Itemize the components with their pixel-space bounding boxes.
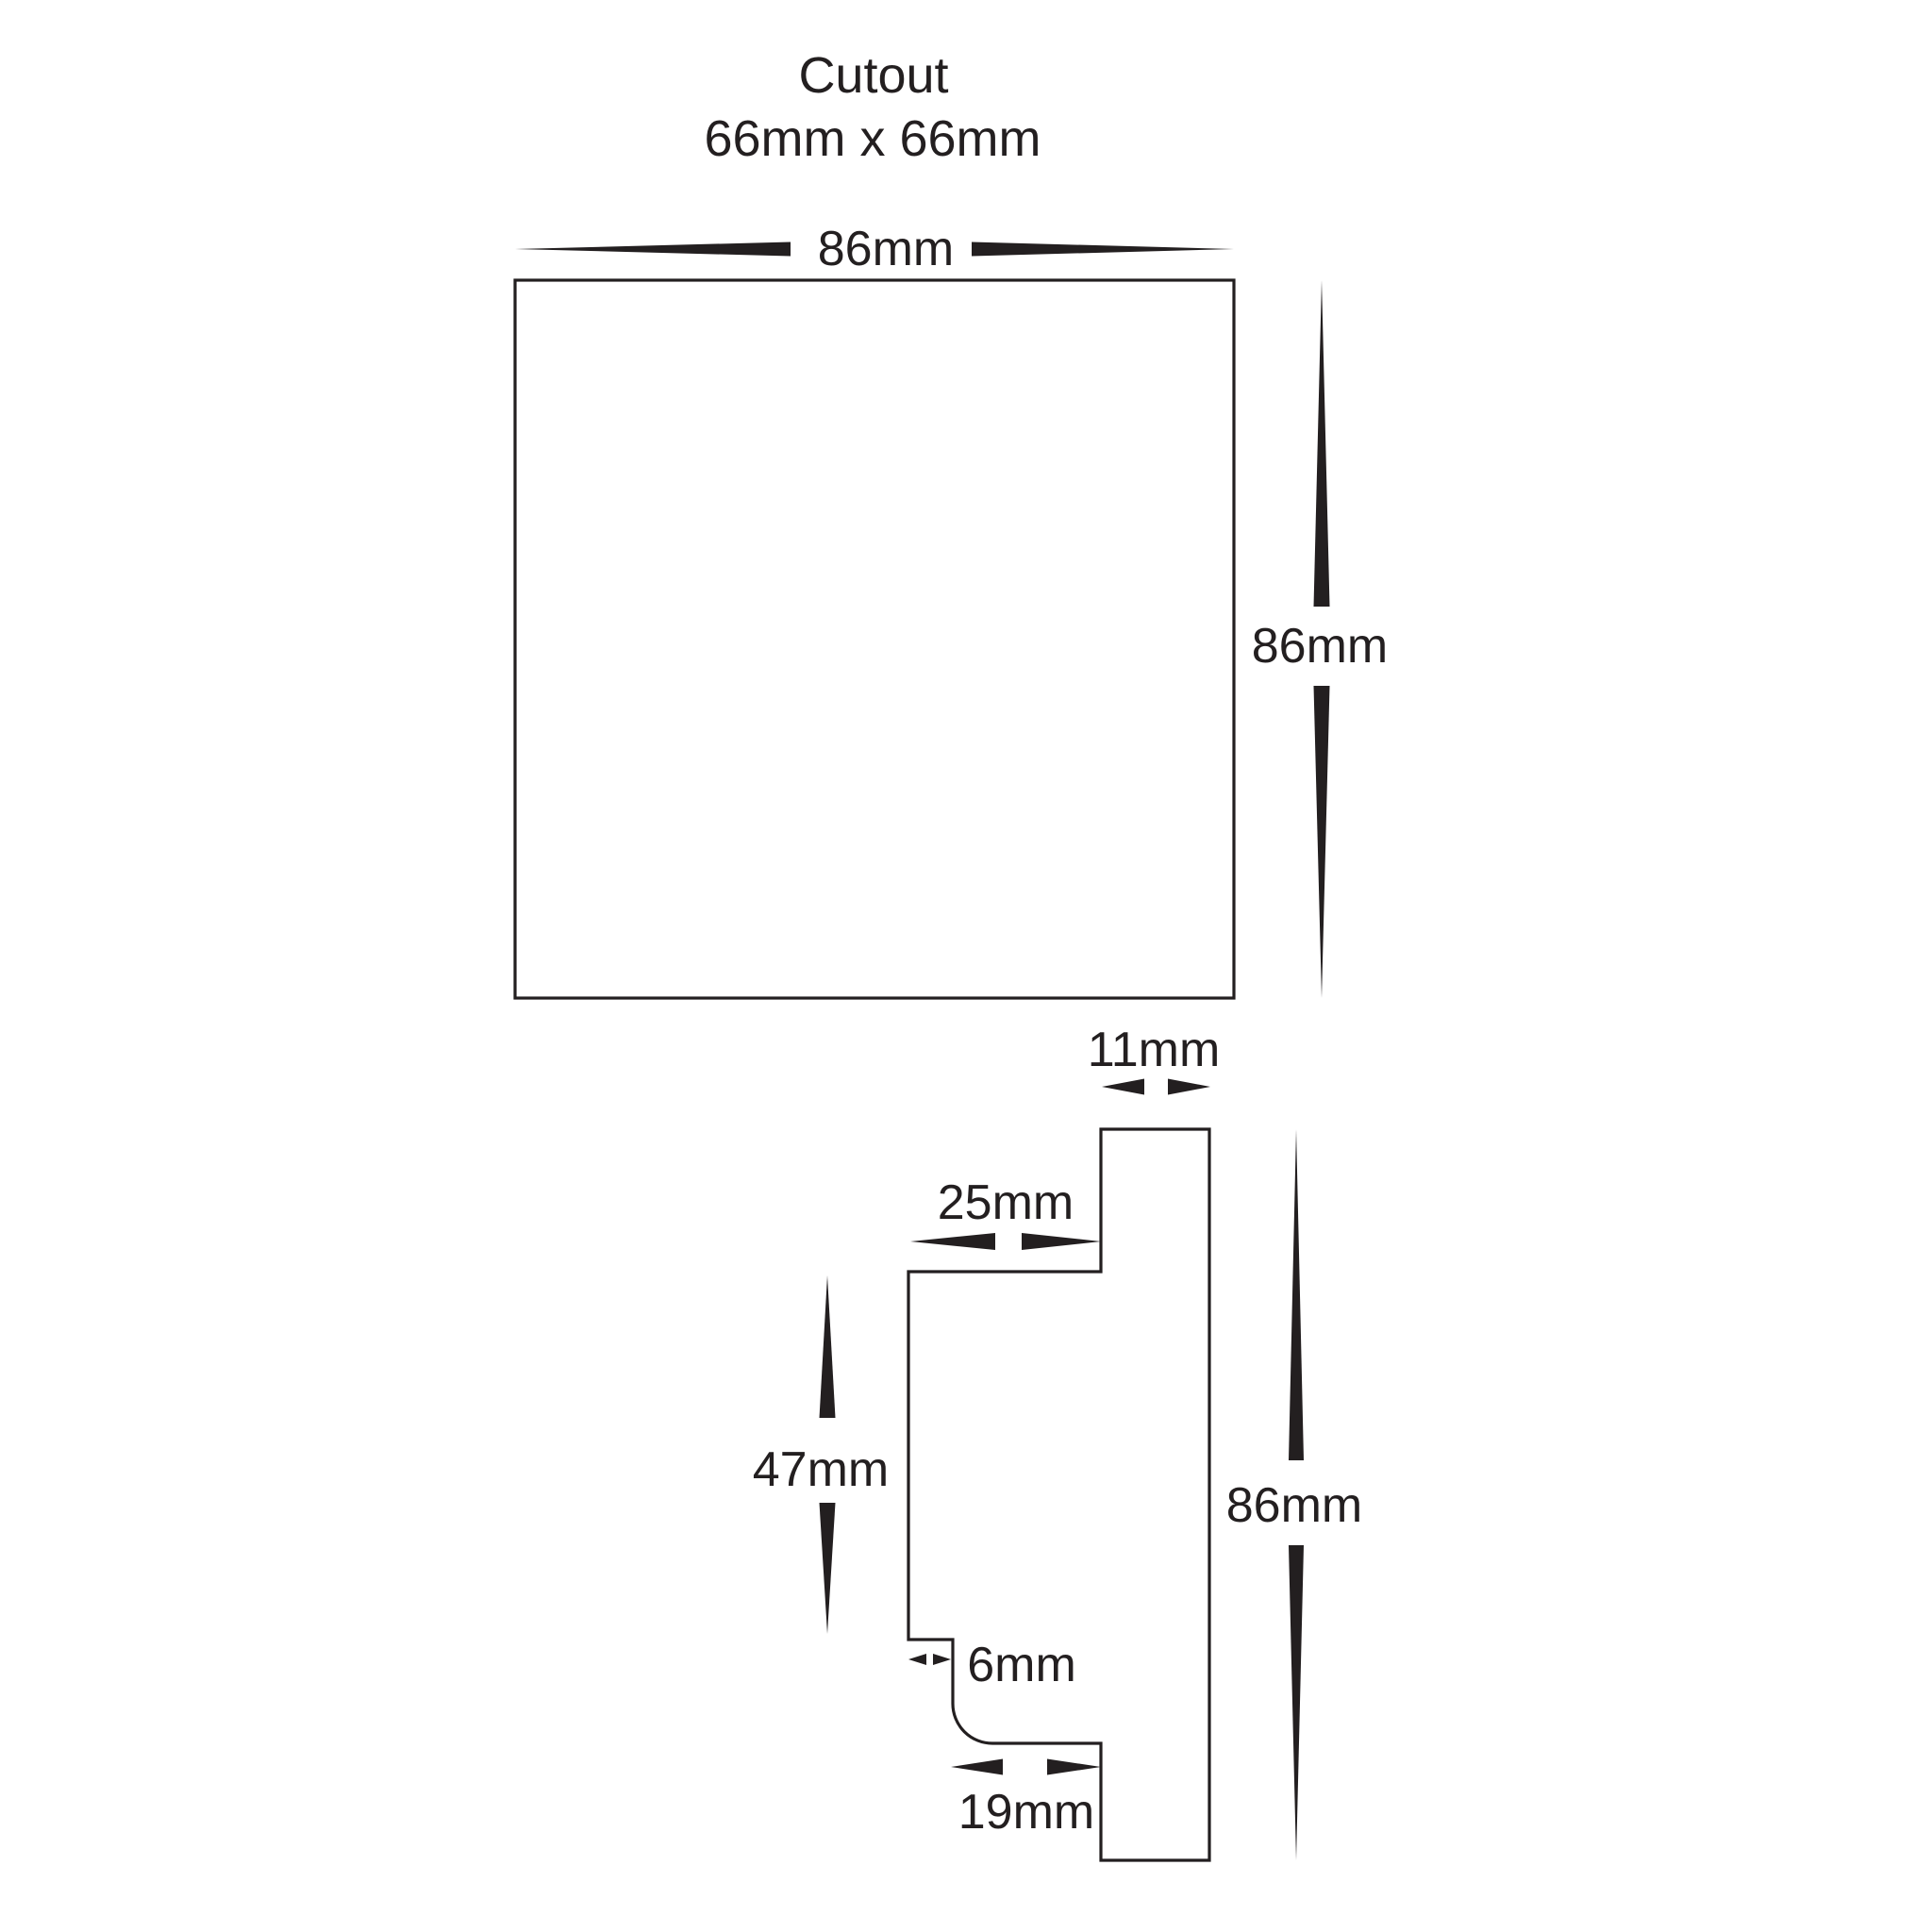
side-view [753,1023,1362,1860]
front-view-outline [515,280,1234,998]
small-arrow-right-icon [933,1654,951,1665]
arrow-right-icon [1022,1233,1101,1250]
side-top-width-label: 11mm [1087,1023,1221,1077]
side-top-depth-label: 25mm [937,1175,1074,1230]
side-lip-label: 6mm [967,1638,1076,1692]
taper-arrow-up-icon [820,1275,836,1418]
side-front-height-dimension [753,1275,889,1634]
taper-arrow-right-icon [972,242,1234,257]
taper-arrow-down-icon [1314,686,1330,998]
taper-arrow-down-icon [1289,1545,1304,1860]
side-top-width-dimension [1088,1023,1221,1095]
arrow-right-icon [1168,1079,1210,1095]
front-height-label: 86mm [1251,619,1389,674]
diagram-title [704,47,1041,167]
side-bottom-depth-dimension [951,1759,1101,1840]
front-view [515,222,1388,998]
diagram-title-line1: Cutout [798,47,949,104]
side-front-height-label: 47mm [752,1442,890,1497]
side-top-depth-dimension [910,1175,1101,1250]
side-overall-height-dimension [1226,1129,1362,1860]
diagram-title-line2: 66mm x 66mm [704,110,1041,167]
side-overall-height-label: 86mm [1225,1478,1363,1533]
small-arrow-left-icon [908,1654,926,1665]
front-height-dimension [1252,280,1388,998]
side-lip-dimension [908,1638,1076,1692]
taper-arrow-up-icon [1314,280,1330,607]
arrow-left-icon [1102,1079,1144,1095]
taper-arrow-up-icon [1289,1129,1304,1460]
taper-arrow-left-icon [515,242,791,257]
taper-arrow-down-icon [820,1503,836,1634]
arrow-right-icon [1047,1759,1101,1775]
front-width-dimension [515,222,1234,276]
arrow-left-icon [951,1759,1003,1775]
arrow-left-icon [910,1233,995,1250]
side-bottom-depth-label: 19mm [958,1785,1095,1840]
front-width-label: 86mm [817,222,955,276]
